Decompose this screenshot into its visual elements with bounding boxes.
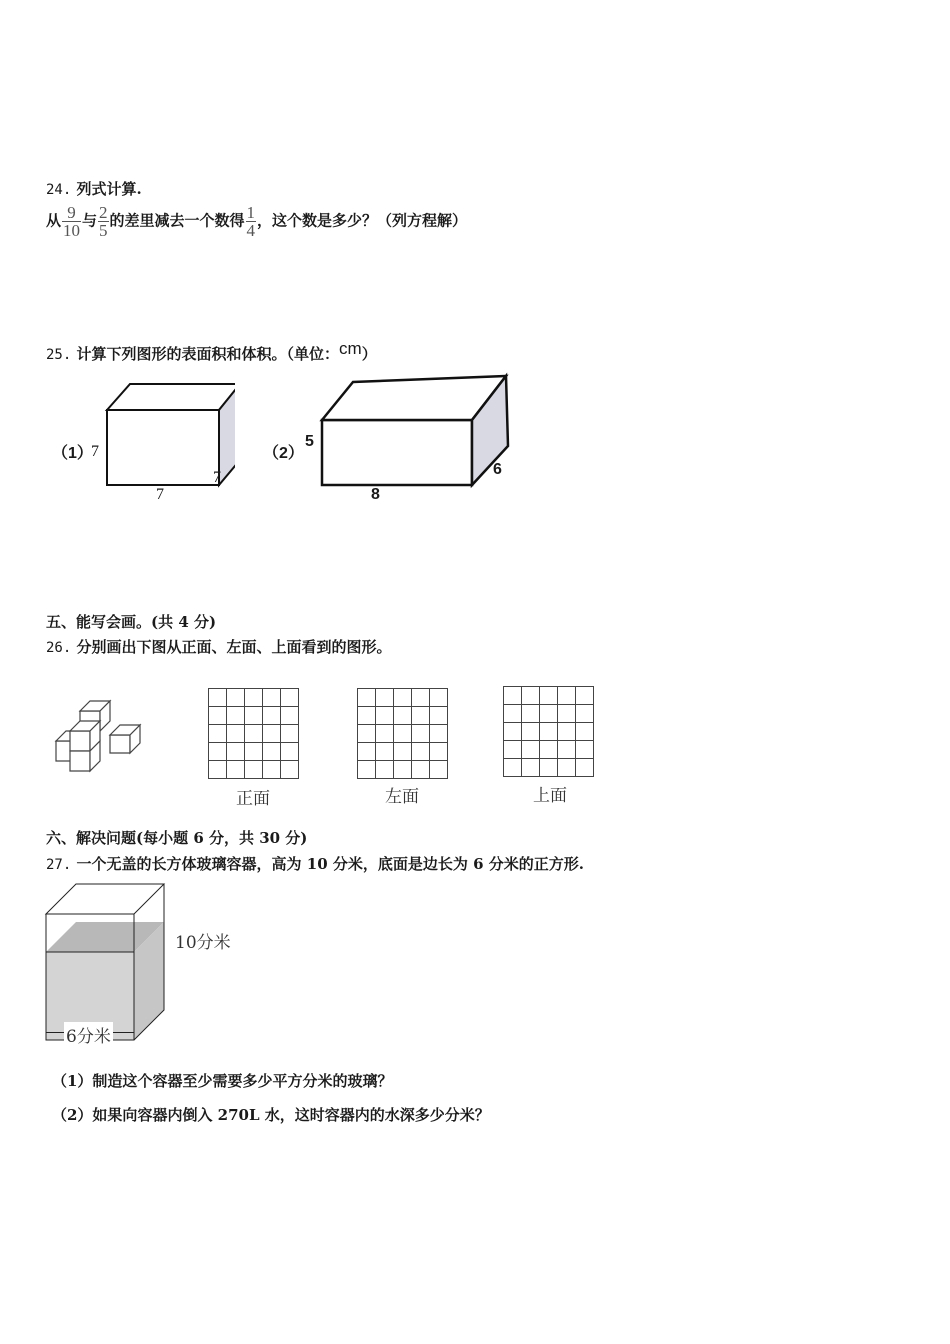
- cube-depth-label: 7: [213, 469, 221, 486]
- q25-heading: [46, 339, 377, 364]
- cuboid-front-face: [322, 420, 472, 485]
- container-figure: [40, 880, 180, 1045]
- cube-height-label: 7: [91, 443, 99, 460]
- q24-text-end: ，这个数是多少？（列方程解）: [257, 211, 468, 230]
- q27-heading: [46, 853, 584, 874]
- container-base-label: 6分米: [64, 1022, 113, 1047]
- q27-sub2: （2）如果向容器内倒入 270L 水，这时容器内的水深多少分米？: [52, 1106, 490, 1124]
- q27-sub1: （1）制造这个容器至少需要多少平方分米的玻璃？: [52, 1072, 393, 1090]
- caption-front: 正面: [236, 789, 270, 809]
- fraction-9-10: $\frac{9}{10}$: [63, 203, 81, 240]
- q25-close: ）: [361, 345, 377, 363]
- q24-text-start: 从: [46, 211, 62, 230]
- q24-text-mid: 的差里减去一个数得: [109, 211, 245, 230]
- cube-stack-mid-front: [70, 731, 90, 751]
- section6-title: 六、解决问题(每小题 6 分，共 30 分): [46, 829, 308, 847]
- cube-front-face: [107, 410, 219, 485]
- fig1-label: （1）: [52, 445, 93, 462]
- caption-left: 左面: [385, 787, 419, 807]
- grid-top[interactable]: [503, 686, 595, 778]
- q24-number: 24.: [46, 182, 72, 198]
- q24-title: 列式计算.: [76, 180, 142, 198]
- cube-top-face: [107, 384, 235, 410]
- section5-title: 五、能写会画。(共 4 分): [46, 613, 217, 631]
- q24-text-with: 与: [82, 211, 98, 230]
- container-height-label: 10分米: [175, 933, 231, 953]
- cube-length-label: 7: [156, 486, 164, 503]
- cuboid-height-label: 5: [305, 433, 314, 450]
- cube-stack-figure: [50, 695, 150, 775]
- q25-number: 25.: [46, 347, 72, 363]
- q26-number: 26.: [46, 640, 72, 656]
- fig2-label: （2）: [263, 445, 304, 462]
- cube-stack-bottom-front: [70, 751, 90, 771]
- base-dimension: [46, 1022, 134, 1047]
- q26-heading: [46, 636, 392, 657]
- q25-title: 计算下列图形的表面积和体积。（单位：: [76, 345, 340, 363]
- grid-left[interactable]: [357, 688, 449, 780]
- cuboid-figure: [310, 370, 520, 490]
- fraction-2-5: $\frac{2}{5}$: [99, 203, 108, 240]
- q27-number: 27.: [46, 857, 72, 873]
- q24-body: [46, 204, 467, 239]
- q25-unit: cm: [339, 339, 362, 358]
- grid-front[interactable]: [208, 688, 300, 780]
- cube-stack-rb-front: [110, 735, 130, 753]
- cuboid-depth-label: 6: [493, 461, 502, 478]
- caption-top: 上面: [533, 786, 567, 806]
- q26-text: 分别画出下图从正面、左面、上面看到的图形。: [76, 638, 392, 656]
- q24-heading: [46, 178, 142, 199]
- fraction-1-4: $\frac{1}{4}$: [246, 203, 256, 240]
- cuboid-length-label: 8: [371, 486, 380, 503]
- container-top-rim: [46, 884, 164, 914]
- q27-text: 一个无盖的长方体玻璃容器，高为 10 分米，底面是边长为 6 分米的正方形.: [76, 855, 584, 873]
